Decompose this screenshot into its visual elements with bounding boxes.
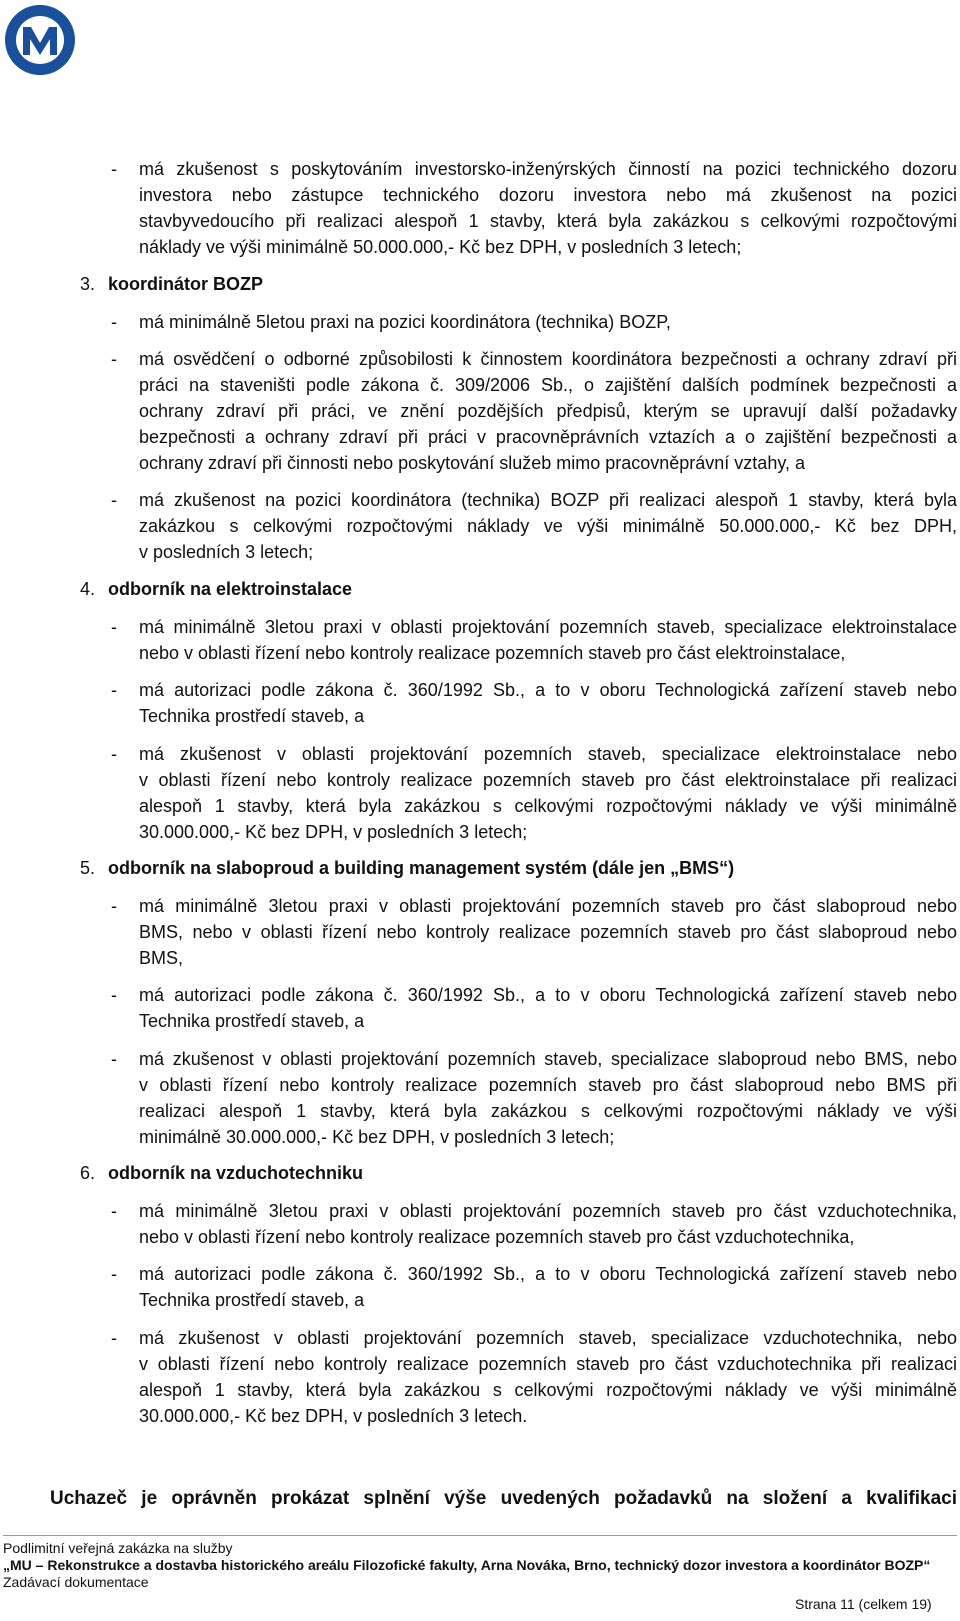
university-logo xyxy=(3,3,77,77)
bullet-dash: - xyxy=(111,490,117,510)
bullet-dash: - xyxy=(111,896,117,916)
text-line: v oblasti řízení nebo kontroly realizace pozemních staveb pro část slaboproud nebo BMS při xyxy=(139,1075,957,1095)
text-line: alespoň 1 stavby, která byla zakázkou s celkovými rozpočtovými náklady ve výši minimálně xyxy=(139,1380,957,1400)
footer-contract-type: Podlimitní veřejná zakázka na služby xyxy=(3,1540,233,1556)
bullet-dash: - xyxy=(111,1049,117,1069)
bullet-dash: - xyxy=(111,1264,117,1284)
section-number: 4. xyxy=(80,579,96,599)
text-line: Technika prostředí staveb, a xyxy=(139,1290,365,1310)
text-line: investora nebo zástupce technického dozoru investora nebo má zkušenost na pozici xyxy=(139,185,957,205)
text-line: má minimálně 3letou praxi v oblasti projektování pozemních staveb pro část vzduchotechnika, xyxy=(139,1201,957,1221)
footer-divider xyxy=(3,1535,957,1536)
text-line: má osvědčení o odborné způsobilosti k činnostem koordinátora bezpečnosti a ochrany zdraví při xyxy=(139,349,957,369)
text-line: náklady ve výši minimálně 50.000.000,- Kč bez DPH, v posledních 3 letech; xyxy=(139,237,742,257)
text-line: má autorizaci podle zákona č. 360/1992 Sb., a to v oboru Technologická zařízení staveb nebo xyxy=(139,1264,957,1284)
text-line: má zkušenost v oblasti projektování pozemních staveb, specializace vzduchotechnika, nebo xyxy=(139,1328,957,1348)
text-line: ochrany zdraví při práci, ve znění pozdějších předpisů, kterým se upravují další požadavky xyxy=(139,401,957,421)
bullet-dash: - xyxy=(111,744,117,764)
text-line: BMS, nebo v oblasti řízení nebo kontroly realizace pozemních staveb pro část slaboproud nebo xyxy=(139,922,957,942)
section-number: 3. xyxy=(80,274,96,294)
text-line: má zkušenost v oblasti projektování pozemních staveb, specializace slaboproud nebo BMS, nebo xyxy=(139,1049,957,1069)
text-line: Technika prostředí staveb, a xyxy=(139,1011,365,1031)
footer-contract-name: „MU – Rekonstrukce a dostavba historického areálu Filozofické fakulty, Arna Nováka, Brno, technický dozor investora a koordinátor BOZP“ xyxy=(3,1557,931,1573)
text-line: práci na staveništi podle zákona č. 309/2006 Sb., o zajištění dalších podmínek bezpečnosti a xyxy=(139,375,957,395)
text-line: alespoň 1 stavby, která byla zakázkou s celkovými rozpočtovými náklady ve výši minimálně xyxy=(139,796,957,816)
text-line: má zkušenost na pozici koordinátora (technika) BOZP při realizaci alespoň 1 stavby, která byla xyxy=(139,490,957,510)
bullet-dash: - xyxy=(111,985,117,1005)
bullet-dash: - xyxy=(111,1201,117,1221)
section-heading: odborník na elektroinstalace xyxy=(108,579,353,599)
bullet-dash: - xyxy=(111,1328,117,1348)
text-line: má autorizaci podle zákona č. 360/1992 Sb., a to v oboru Technologická zařízení staveb nebo xyxy=(139,680,957,700)
section-number: 5. xyxy=(80,858,96,878)
bullet-dash: - xyxy=(111,617,117,637)
section-heading: odborník na vzduchotechniku xyxy=(108,1163,364,1183)
text-line: stavbyvedoucího při realizaci alespoň 1 stavby, která byla zakázkou s celkovými rozpočtovými xyxy=(139,211,957,231)
text-line: má minimálně 3letou praxi v oblasti projektování pozemních staveb pro část slaboproud nebo xyxy=(139,896,957,916)
text-line: minimálně 30.000.000,- Kč bez DPH, v posledních 3 letech; xyxy=(139,1127,615,1147)
text-line: v oblasti řízení nebo kontroly realizace pozemních staveb pro část elektroinstalace při realizaci xyxy=(139,770,957,790)
text-line: má minimálně 3letou praxi v oblasti projektování pozemních staveb, specializace elektroinstalace xyxy=(139,617,957,637)
section-number: 6. xyxy=(80,1163,96,1183)
text-line: má minimálně 5letou praxi na pozici koordinátora (technika) BOZP, xyxy=(139,312,671,332)
text-line: realizaci alespoň 1 stavby, která byla zakázkou s celkovými rozpočtovými náklady ve výši xyxy=(139,1101,957,1121)
bullet-dash: - xyxy=(111,312,117,332)
text-line: bezpečnosti a ochrany zdraví při práci v pracovněprávních vztazích a o zajištění bezpečnosti a xyxy=(139,427,957,447)
text-line: zakázkou s celkovými rozpočtovými náklady ve výši minimálně 50.000.000,- Kč bez DPH, xyxy=(139,516,957,536)
text-line: má autorizaci podle zákona č. 360/1992 Sb., a to v oboru Technologická zařízení staveb nebo xyxy=(139,985,957,1005)
text-line: Technika prostředí staveb, a xyxy=(139,706,365,726)
bullet-dash: - xyxy=(111,159,117,179)
text-line: v posledních 3 letech; xyxy=(139,542,314,562)
text-line: má zkušenost v oblasti projektování pozemních staveb, specializace elektroinstalace nebo xyxy=(139,744,957,764)
section-heading: koordinátor BOZP xyxy=(108,274,264,294)
page-number: Strana 11 (celkem 19) xyxy=(795,1596,932,1612)
text-line: má zkušenost s poskytováním investorsko-inženýrských činností na pozici technického dozoru xyxy=(139,159,957,179)
text-line: 30.000.000,- Kč bez DPH, v posledních 3 letech. xyxy=(139,1406,528,1426)
bullet-dash: - xyxy=(111,349,117,369)
bullet-dash: - xyxy=(111,680,117,700)
text-line: ochrany zdraví při činnosti nebo poskytování služeb mimo pracovněprávní vztahy, a xyxy=(139,453,805,473)
text-line: BMS, xyxy=(139,948,184,968)
text-line: nebo v oblasti řízení nebo kontroly realizace pozemních staveb pro část elektroinstalace, xyxy=(139,643,846,663)
conclusion-text: Uchazeč je oprávněn prokázat splnění výše uvedených požadavků na složení a kvalifikaci xyxy=(50,1488,957,1509)
footer-doc-type: Zadávací dokumentace xyxy=(3,1574,149,1590)
text-line: nebo v oblasti řízení nebo kontroly realizace pozemních staveb pro část vzduchotechnika, xyxy=(139,1227,855,1247)
section-heading: odborník na slaboproud a building management systém (dále jen „BMS“) xyxy=(108,858,735,878)
text-line: 30.000.000,- Kč bez DPH, v posledních 3 letech; xyxy=(139,822,528,842)
text-line: v oblasti řízení nebo kontroly realizace pozemních staveb pro část vzduchotechnika při realizaci xyxy=(139,1354,957,1374)
